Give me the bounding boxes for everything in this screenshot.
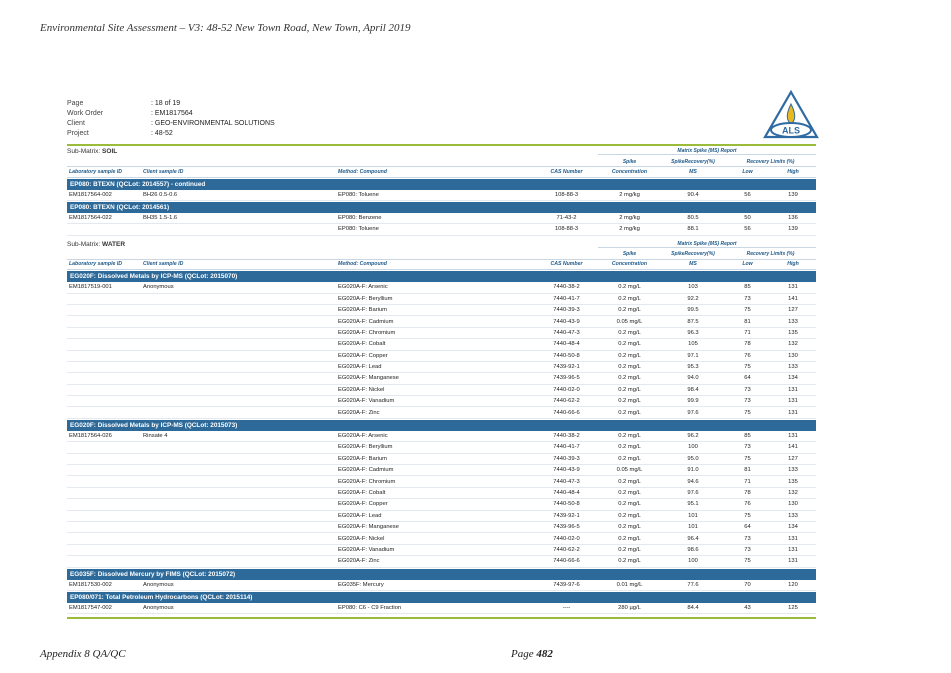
cas-number: 71-43-2 [556,215,577,222]
ms-recovery: 96.3 [687,329,699,336]
recovery-low: 50 [744,215,751,222]
spike-concentration: 0.2 mg/L [618,558,641,565]
table-row [67,488,816,499]
cas-number: 7440-62-2 [553,546,580,553]
ms-recovery: 97.6 [687,490,699,496]
method-compound: EP080: Toluene [338,191,379,198]
recovery-low: 78 [744,341,751,348]
cas-number: 7440-02-0 [553,535,580,542]
recovery-low: 81 [744,318,751,325]
table-row [67,603,816,614]
recovery-high: 120 [788,581,798,588]
spike-concentration: 0.2 mg/L [618,375,641,382]
recovery-high: 135 [788,478,798,485]
table-row [67,522,816,533]
ms-recovery: 87.5 [687,318,699,325]
recovery-high: 132 [788,490,798,496]
table-row [67,224,816,235]
recovery-low: 78 [744,490,751,496]
client-sample-id: Rinsate 4 [143,433,168,440]
lab-sample-id: EM1817519-001 [69,284,112,291]
recovery-low: 75 [744,512,751,519]
client-sample-id: BH26 0.5-0.6 [143,191,178,198]
recovery-low: 73 [744,386,751,393]
recovery-high: 133 [788,318,798,325]
method-compound: EG020A-F: Cobalt [338,341,386,348]
cas-number: 7440-47-3 [553,478,580,485]
cas-number: 7440-41-7 [553,295,580,302]
lab-sample-id: EM1817564-022 [69,215,112,222]
running-header: Environmental Site Assessment – V3: 48-52 New Town Road, New Town, April 2019 [40,22,411,34]
ms-recovery: 84.4 [687,605,699,612]
method-compound: EG020A-F: Barium [338,307,387,314]
ms-recovery: 99.5 [687,307,699,314]
qc-group-header: EP080/071: Total Petroleum Hydrocarbons (QCLot: 2015114) [67,591,816,603]
ms-recovery: 92.2 [687,295,699,302]
recovery-low: 56 [744,226,751,233]
lab-sample-id: EM1817547-002 [69,605,112,612]
meta-project: Project : 48-52 [67,130,173,137]
recovery-high: 134 [788,375,798,382]
recovery-low: 70 [744,581,751,588]
method-compound: EG020A-F: Copper [338,352,388,359]
table-row [67,339,816,350]
recovery-high: 135 [788,329,798,336]
recovery-low: 56 [744,191,751,198]
spike-concentration: 0.2 mg/L [618,352,641,359]
recovery-low: 76 [744,501,751,508]
footer-page-number: Page 482 [511,648,553,660]
recovery-low: 73 [744,535,751,542]
ms-recovery: 105 [688,341,698,348]
client-sample-id: Anonymous [143,605,174,612]
spike-concentration: 0.2 mg/L [618,501,641,508]
table-row [67,396,816,407]
table-row [67,407,816,418]
als-logo [762,90,820,140]
method-compound: EG020A-F: Nickel [338,386,385,393]
ms-recovery: 80.5 [687,215,699,222]
cas-number: 7440-38-2 [553,284,580,291]
spike-concentration: 280 µg/L [618,605,641,612]
recovery-high: 132 [788,341,798,348]
lab-sample-id: EM1817564-026 [69,433,112,440]
method-compound: EG020A-F: Arsenic [338,284,388,291]
cas-number: 7440-02-0 [553,386,580,393]
recovery-high: 133 [788,512,798,519]
recovery-high: 133 [788,467,798,474]
table-row [67,190,816,201]
table-row [67,213,816,224]
method-compound: EG020A-F: Nickel [338,535,385,542]
ms-recovery: 97.6 [687,409,699,416]
footer-appendix: Appendix 8 QA/QC [40,648,126,660]
method-compound: EG020A-F: Beryllium [338,295,393,302]
cas-number: ---- [562,605,571,612]
spike-concentration: 0.2 mg/L [618,386,641,393]
qc-group-header: EP080: BTEXN (QCLot: 2014561) [67,201,816,213]
method-compound: EG020A-F: Barium [338,455,387,462]
spike-header-row: Spike SpikeRecovery(%) Recovery Limits (%) [67,157,816,167]
method-compound: EG020A-F: Copper [338,501,388,508]
method-compound: EG020A-F: Vanadium [338,546,395,553]
recovery-high: 139 [788,226,798,233]
table-row [67,533,816,544]
recovery-low: 76 [744,352,751,359]
client-sample-id: BH35 1.5-1.6 [143,215,178,222]
cas-number: 7440-43-9 [553,467,580,474]
recovery-high: 133 [788,364,798,371]
spike-concentration: 0.01 mg/L [616,581,643,588]
column-header-row: Laboratory sample ID Client sample ID Method: Compound CAS Number Concentration MS Low High [67,167,816,178]
spike-concentration: 0.2 mg/L [618,546,641,553]
ms-recovery: 101 [688,512,698,519]
recovery-low: 73 [744,295,751,302]
recovery-high: 131 [788,398,798,405]
cas-number: 7440-39-3 [553,307,580,314]
spike-concentration: 0.2 mg/L [618,307,641,314]
ms-recovery: 98.4 [687,386,699,393]
method-compound: EG020A-F: Cadmium [338,318,394,325]
client-sample-id: Anonymous [143,581,174,588]
recovery-low: 85 [744,433,751,440]
recovery-high: 125 [788,605,798,612]
recovery-low: 71 [744,478,751,485]
method-compound: EG020A-F: Vanadium [338,398,395,405]
cas-number: 7440-43-9 [553,318,580,325]
method-compound: EG020A-F: Arsenic [338,433,388,440]
recovery-low: 73 [744,398,751,405]
qc-group-header: EP080: BTEXN (QCLot: 2014557) - continued [67,178,816,190]
cas-number: 108-88-3 [554,226,579,233]
ms-recovery: 100 [688,444,698,451]
method-compound: EP080: Benzene [338,215,382,222]
column-header-row: Laboratory sample ID Client sample ID Method: Compound CAS Number Concentration MS Low High [67,260,816,271]
table-row [67,305,816,316]
table-row [67,511,816,522]
spike-concentration: 0.2 mg/L [618,329,641,336]
table-row [67,499,816,510]
report-meta [67,99,275,139]
method-compound: EG035F: Mercury [338,581,384,588]
recovery-low: 75 [744,364,751,371]
method-compound: EG020A-F: Lead [338,512,382,519]
ms-report-header: Matrix Spike (MS) Report [598,148,816,155]
meta-page: Page : 18 of 19 [67,100,181,107]
recovery-high: 134 [788,524,798,531]
method-compound: EP080: C6 - C9 Fraction [338,605,402,612]
recovery-low: 73 [744,546,751,553]
cas-number: 7439-96-5 [553,375,580,382]
table-row [67,556,816,567]
recovery-low: 73 [744,444,751,451]
ms-recovery: 100 [688,558,698,565]
lab-sample-id: EM1817530-002 [69,581,112,588]
method-compound: EG020A-F: Lead [338,364,382,371]
spike-concentration: 2 mg/kg [619,226,640,233]
spike-concentration: 0.2 mg/L [618,398,641,405]
table-row [67,294,816,305]
method-compound: EG020A-F: Chromium [338,478,396,485]
recovery-high: 131 [788,558,798,565]
recovery-high: 130 [788,352,798,359]
cas-number: 7440-48-4 [553,490,580,496]
spike-concentration: 0.2 mg/L [618,455,641,462]
recovery-low: 81 [744,467,751,474]
cas-number: 7439-92-1 [553,364,580,371]
qc-group-header: EG035F: Dissolved Mercury by FIMS (QCLot: 2015072) [67,568,816,580]
cas-number: 7440-47-3 [553,329,580,336]
water-table-body [67,270,816,614]
table-row [67,442,816,453]
recovery-low: 85 [744,284,751,291]
cas-number: 7439-96-5 [553,524,580,531]
recovery-high: 141 [788,444,798,451]
ms-recovery: 98.6 [687,546,699,553]
table-row [67,545,816,556]
table-row [67,316,816,327]
spike-concentration: 0.2 mg/L [618,490,641,496]
recovery-low: 64 [744,375,751,382]
ms-recovery: 103 [688,284,698,291]
svg-text:ALS: ALS [782,125,800,136]
spike-concentration: 0.2 mg/L [618,364,641,371]
spike-concentration: 0.2 mg/L [618,433,641,440]
client-sample-id: Anonymous [143,284,174,291]
recovery-low: 75 [744,409,751,416]
method-compound: EG020A-F: Cadmium [338,467,394,474]
sub-matrix-soil: Sub-Matrix: SOIL Matrix Spike (MS) Report [67,146,816,157]
table-row [67,385,816,396]
meta-work-order: Work Order : EM1817564 [67,110,193,117]
table-row [67,373,816,384]
cas-number: 7440-50-8 [553,501,580,508]
cas-number: 7439-92-1 [553,512,580,519]
matrix-spike-report [67,144,816,619]
qc-group-header: EG020F: Dissolved Metals by ICP-MS (QCLot: 2015070) [67,270,816,282]
spike-header-row: Spike SpikeRecovery(%) Recovery Limits (%) [67,250,816,260]
recovery-high: 127 [788,307,798,314]
table-row [67,454,816,465]
recovery-low: 75 [744,307,751,314]
spike-concentration: 2 mg/kg [619,215,640,222]
method-compound: EG020A-F: Beryllium [338,444,393,451]
recovery-high: 131 [788,409,798,416]
recovery-high: 131 [788,535,798,542]
spike-concentration: 0.2 mg/L [618,478,641,485]
cas-number: 7440-62-2 [553,398,580,405]
method-compound: EG020A-F: Chromium [338,329,396,336]
spike-concentration: 0.2 mg/L [618,535,641,542]
cas-number: 7440-66-6 [553,558,580,565]
table-row [67,431,816,442]
ms-recovery: 95.0 [687,455,699,462]
cas-number: 7440-41-7 [553,444,580,451]
ms-report-header: Matrix Spike (MS) Report [598,241,816,248]
method-compound: EG020A-F: Cobalt [338,490,386,496]
table-row [67,282,816,293]
cas-number: 108-88-3 [554,191,579,198]
table-row [67,465,816,476]
spike-concentration: 0.2 mg/L [618,341,641,348]
ms-recovery: 97.1 [687,352,699,359]
cas-number: 7439-97-6 [553,581,580,588]
ms-recovery: 94.0 [687,375,699,382]
method-compound: EG020A-F: Manganese [338,375,399,382]
recovery-high: 127 [788,455,798,462]
recovery-low: 75 [744,455,751,462]
qc-group-header: EG020F: Dissolved Metals by ICP-MS (QCLot: 2015073) [67,419,816,431]
recovery-high: 139 [788,191,798,198]
table-row [67,476,816,487]
recovery-high: 136 [788,215,798,222]
cas-number: 7440-48-4 [553,341,580,348]
method-compound: EG020A-F: Zinc [338,558,380,565]
method-compound: EG020A-F: Manganese [338,524,399,531]
method-compound: EG020A-F: Zinc [338,409,380,416]
sub-matrix-water: Sub-Matrix: WATER Matrix Spike (MS) Report [67,239,816,250]
recovery-high: 131 [788,546,798,553]
table-row [67,328,816,339]
spike-concentration: 0.2 mg/L [618,409,641,416]
soil-table-body [67,178,816,236]
ms-recovery: 77.6 [687,581,699,588]
recovery-high: 131 [788,386,798,393]
cas-number: 7440-38-2 [553,433,580,440]
ms-recovery: 99.9 [687,398,699,405]
ms-recovery: 88.1 [687,226,699,233]
spike-concentration: 0.2 mg/L [618,524,641,531]
spike-concentration: 0.05 mg/L [616,318,643,325]
table-row [67,580,816,591]
ms-recovery: 90.4 [687,191,699,198]
ms-recovery: 95.3 [687,364,699,371]
cas-number: 7440-66-6 [553,409,580,416]
recovery-high: 131 [788,284,798,291]
ms-recovery: 96.2 [687,433,699,440]
ms-recovery: 94.6 [687,478,699,485]
ms-recovery: 91.0 [687,467,699,474]
spike-concentration: 0.2 mg/L [618,444,641,451]
meta-client: Client : GEO-ENVIRONMENTAL SOLUTIONS [67,120,275,127]
spike-concentration: 0.2 mg/L [618,295,641,302]
spike-concentration: 2 mg/kg [619,191,640,198]
cas-number: 7440-50-8 [553,352,580,359]
spike-concentration: 0.05 mg/L [616,467,643,474]
ms-recovery: 95.1 [687,501,699,508]
recovery-low: 75 [744,558,751,565]
recovery-high: 130 [788,501,798,508]
ms-recovery: 96.4 [687,535,699,542]
method-compound: EP080: Toluene [338,226,379,233]
ms-recovery: 101 [688,524,698,531]
table-row [67,351,816,362]
recovery-high: 131 [788,433,798,440]
recovery-low: 64 [744,524,751,531]
spike-concentration: 0.2 mg/L [618,512,641,519]
spike-concentration: 0.2 mg/L [618,284,641,291]
recovery-high: 141 [788,295,798,302]
recovery-low: 71 [744,329,751,336]
cas-number: 7440-39-3 [553,455,580,462]
table-row [67,362,816,373]
recovery-low: 43 [744,605,751,612]
lab-sample-id: EM1817564-002 [69,191,112,198]
